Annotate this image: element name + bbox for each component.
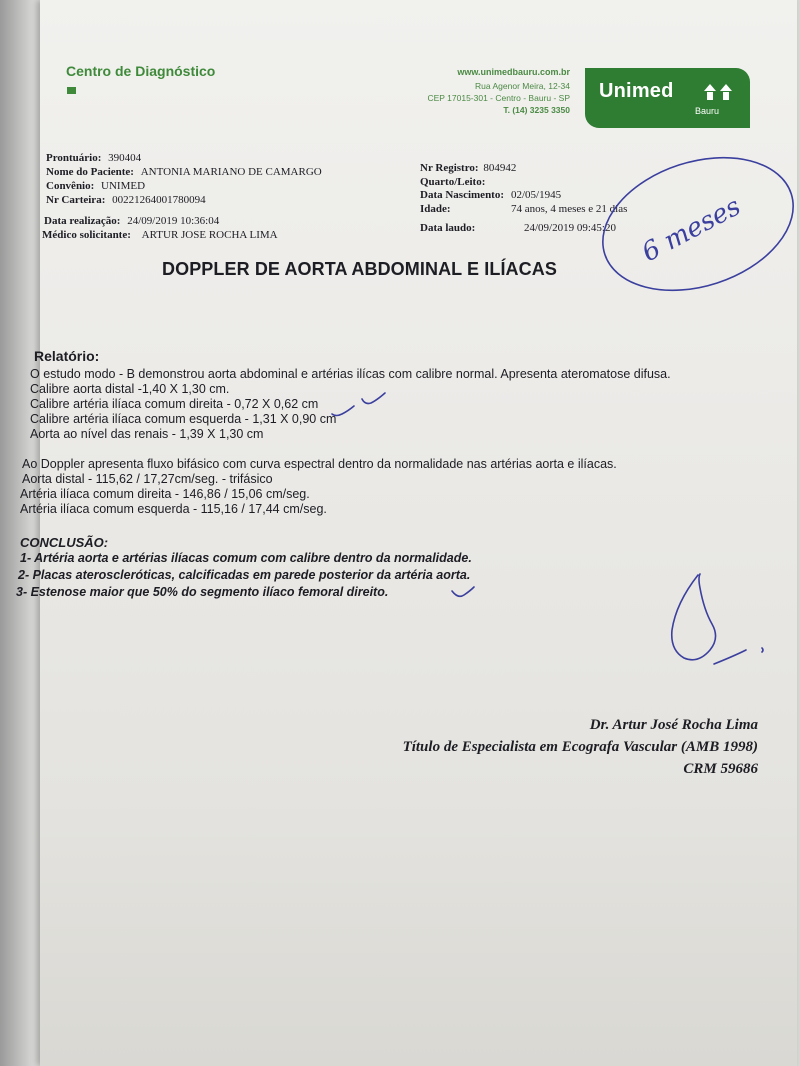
convenio-value: UNIMED <box>101 180 146 192</box>
signature-scribble <box>714 650 746 664</box>
address-line-2: CEP 17015-301 - Centro - Bauru - SP <box>427 93 570 103</box>
conclusao-item: 3- Estenose maior que 50% do segmento ilíaco femoral direito. <box>16 585 389 599</box>
conclusao-item: 2- Placas ateroscleróticas, calcificadas em parede posterior da artéria aorta. <box>18 568 471 582</box>
check-mark-icon <box>332 406 354 416</box>
address-line-1: Rua Agenor Meira, 12-34 <box>475 81 570 91</box>
doppler-line: Artéria ilíaca comum direita - 146,86 / 15,06 cm/seg. <box>20 487 310 501</box>
quarto-label: Quarto/Leito: <box>420 176 486 188</box>
data-realizacao-value: 24/09/2019 10:36:04 <box>127 215 220 227</box>
signature-title: Título de Especialista em Ecografa Vascular (AMB 1998) <box>402 739 758 755</box>
relatorio-line: Calibre artéria ilíaca comum esquerda - 1,31 X 0,90 cm <box>30 412 337 426</box>
logo-sub: Bauru <box>695 106 720 116</box>
data-realizacao-label: Data realização: <box>44 215 121 227</box>
exam-title: DOPPLER DE AORTA ABDOMINAL E ILÍACAS <box>162 259 557 279</box>
doppler-line: Artéria ilíaca comum esquerda - 115,16 / 17,44 cm/seg. <box>20 502 327 516</box>
registro-value: 804942 <box>483 162 517 174</box>
logo-brand: Unimed <box>599 80 674 102</box>
idade-value: 74 anos, 4 meses e 21 dias <box>511 203 628 215</box>
nome-label: Nome do Paciente: <box>46 166 134 178</box>
signature-name: Dr. Artur José Rocha Lima <box>589 717 758 733</box>
nascimento-label: Data Nascimento: <box>420 189 505 201</box>
nome-value: ANTONIA MARIANO DE CAMARGO <box>140 166 322 178</box>
relatorio-heading: Relatório: <box>34 348 100 364</box>
handwritten-note: 6 meses <box>637 191 746 269</box>
clinic-name: Centro de Diagnóstico <box>66 63 216 79</box>
doppler-line: Aorta distal - 115,62 / 17,27cm/seg. - trifásico <box>22 472 273 486</box>
idade-label: Idade: <box>420 203 451 215</box>
carteira-label: Nr Carteira: <box>46 194 106 206</box>
carteira-value: 00221264001780094 <box>112 194 206 206</box>
convenio-label: Convênio: <box>46 180 95 192</box>
laudo-value: 24/09/2019 09:45:20 <box>524 222 616 234</box>
prontuario-label: Prontuário: <box>46 152 102 164</box>
website: www.unimedbauru.com.br <box>457 67 570 77</box>
prontuario-value: 390404 <box>108 152 142 164</box>
check-mark-icon <box>452 587 474 596</box>
phone: T. (14) 3235 3350 <box>503 105 570 115</box>
relatorio-line: O estudo modo - B demonstrou aorta abdominal e artérias ilícas com calibre normal. Apresenta ateromatose difusa. <box>30 367 671 381</box>
relatorio-line: Calibre aorta distal -1,40 X 1,30 cm. <box>30 382 230 396</box>
conclusao-heading: CONCLUSÃO: <box>20 535 109 550</box>
signature-scribble <box>762 648 763 652</box>
medico-label: Médico solicitante: <box>42 229 131 241</box>
relatorio-line: Calibre artéria ilíaca comum direita - 0,72 X 0,62 cm <box>30 397 319 411</box>
signature-scribble <box>672 574 716 660</box>
medico-value: ARTUR JOSE ROCHA LIMA <box>141 229 278 241</box>
doppler-line: Ao Doppler apresenta fluxo bifásico com curva espectral dentro da normalidade nas artérias aorta e ilíacas. <box>22 457 617 471</box>
nascimento-value: 02/05/1945 <box>511 189 562 201</box>
laudo-label: Data laudo: <box>420 222 476 234</box>
relatorio-line: Aorta ao nível das renais - 1,39 X 1,30 cm <box>30 427 264 441</box>
conclusao-item: 1- Artéria aorta e artérias ilíacas comum com calibre dentro da normalidade. <box>20 551 472 565</box>
signature-crm: CRM 59686 <box>683 761 758 777</box>
registro-label: Nr Registro: <box>420 162 479 174</box>
check-mark-icon <box>362 393 385 404</box>
